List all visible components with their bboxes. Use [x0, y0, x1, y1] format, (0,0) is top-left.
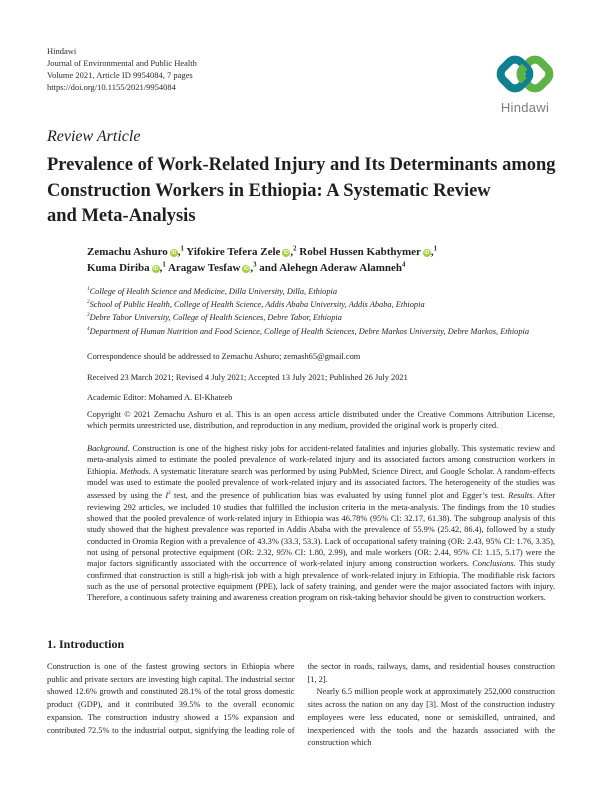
affiliation: $^3$Debre Tabor University, College of Health Sciences, Debre Tabor, Ethiopia: [87, 312, 342, 323]
history-line: Received 23 March 2021; Revised 4 July 2021; Accepted 13 July 2021; Published 26 July 2021: [87, 372, 408, 382]
affiliation: $^2$School of Public Health, College of Health Science, Addis Ababa University, Addis Ababa, Ethiopia: [87, 299, 425, 309]
title-line: Construction Workers in Ethiopia: A Systematic Review: [47, 180, 491, 201]
orcid-icon[interactable]: iD: [243, 266, 249, 273]
doi-link[interactable]: https://doi.org/10.1155/2021/9954084: [47, 82, 176, 92]
author: Zemachu Ashuro iD ,$^1$: [87, 245, 184, 258]
correspondence-line[interactable]: Correspondence should be addressed to Zemachu Ashuro; zemash65@gmail.com: [87, 352, 361, 361]
orcid-icon[interactable]: iD: [424, 249, 430, 256]
title-line: and Meta-Analysis: [47, 206, 196, 226]
affiliation: $^1$College of Health Science and Medicine, Dilla University, Dilla, Ethiopia: [87, 286, 338, 296]
abstract-conclusions-label: Conclusions.: [472, 559, 516, 569]
publisher-name: Hindawi: [47, 46, 77, 56]
author-list: [87, 242, 567, 275]
orcid-icon[interactable]: iD: [283, 249, 289, 256]
introduction-body: [47, 661, 555, 758]
introduction-heading: 1. Introduction: [47, 637, 125, 651]
author: Yifokire Tefera Zele iD ,$^2$: [186, 245, 297, 258]
orcid-icon[interactable]: iD: [153, 266, 159, 273]
abstract-background-label: Background.: [87, 444, 130, 453]
affiliation-list: [87, 284, 549, 337]
intro-paragraph-2: Nearly 6.5 million people work at approximately 252,000 construction sites across the nation on any day [3]. Most of the construction industry employees were less educated, none or semiskilled, untrained, and inexperienced with the tools and the hazards associated with the construction which: [307, 687, 555, 748]
title-line: Prevalence of Work-Related Injury and Its Determinants among: [47, 155, 556, 175]
article-title: [47, 153, 559, 230]
volume-article-id: Volume 2021, Article ID 9954084, 7 pages: [47, 70, 193, 80]
academic-editor-line: Academic Editor: Mohamed A. El-Khateeb: [87, 393, 233, 402]
author: Robel Hussen Kabthymer iD ,$^1$: [299, 245, 438, 258]
abstract: Background. Construction is one of the highest risky jobs for accident-related fatalities and injuries globally. This systematic review and meta-analysis aimed to estimate the pooled prevalence of work-related injury and its associated factors among construction workers in Ethiopia. Methods. A systematic literature search was performed by using PubMed, Science Direct, and Google Scholar. A random-effects model was used to estimate the pooled prevalence of work-related injury and its associated factors. The heterogeneity of the studies was assessed by using the $I^2$ test, and the presence of publication bias was evaluated by using funnel plot and Egger’s test. Results. After reviewing 292 articles, we included 10 studies that fulfilled the inclusion criteria in the meta-analysis. The findings from the 10 studies showed that the pooled prevalence of work-related injury in Ethiopia was 46.78% (95% CI: 32.17, 61.38). The subgroup analysis of this study showed that the highest prevalence was reported in Addis Ababa with the prevalence of 55.9% (25.42, 86.4), followed by a study conducted in Oromia Region with a prevalence of 43.3% (33.3, 53.3). Lack of occupational safety training (OR: 2.43, 95% CI: 1.76, 3.35), not using of personal protective equipment (OR: 2.32, 95% CI: 1.80, 2.99), and male workers (OR: 2.44, 95% CI: 1.15, 5.17) were the major factors significantly associated with the occurrence of work-related injury among construction workers. Conclusions. This study confirmed that construction is still a high-risk job with a high prevalence of work-related injury in Ethiopia. The modifiable risk factors such as the use of personal protective equipment (PPE), lack of safety training, and gender were the major associated factors with injury. Therefore, a continuous safety training and awareness creation program on risk-taking behavior should be given to construction workers.: [87, 444, 556, 603]
affiliation: $^4$Department of Human Nutrition and Food Science, College of Health Sciences, Debre Markos University, Debre Markos, Ethiopia: [87, 325, 530, 336]
author: Kuma Diriba iD ,$^1$: [87, 261, 166, 275]
intro-paragraph-1: Construction is one of the fastest growing sectors in Ethiopia where public and private sectors are investing high capital. The industrial sector showed 12.6% growth and constituted 28.1% of the total gross domestic product (GDP), and it contributed 39.5% to the overall economic expansion. The construction industry showed a 15% expansion and contributed 72.5% to the industrial output, signifying the leading role of the sector in roads, railways, dams, and residential houses construction [1, 2].: [47, 662, 555, 735]
author: and Alehegn Aderaw Alamneh$^4$: [259, 261, 406, 275]
hindawi-logo: [486, 49, 564, 115]
abstract-results-label: Results.: [508, 491, 535, 501]
journal-header: [47, 45, 197, 93]
journal-name: Journal of Environmental and Public Health: [47, 58, 197, 68]
author: Aragaw Tesfaw iD ,$^3$: [167, 261, 257, 275]
orcid-icon[interactable]: iD: [171, 249, 177, 256]
hindawi-rings-icon: [492, 49, 558, 99]
abstract-methods-label: Methods.: [119, 466, 151, 476]
copyright-notice: Copyright © 2021 Zemachu Ashuro et al. This is an open access article distributed under the Creative Commons Attribution License, which permits unrestricted use, distribution, and reproduction in any medium, provided the original work is properly cited.: [87, 410, 555, 430]
hindawi-wordmark: Hindawi: [500, 100, 550, 115]
article-type-label: Review Article: [47, 128, 141, 145]
